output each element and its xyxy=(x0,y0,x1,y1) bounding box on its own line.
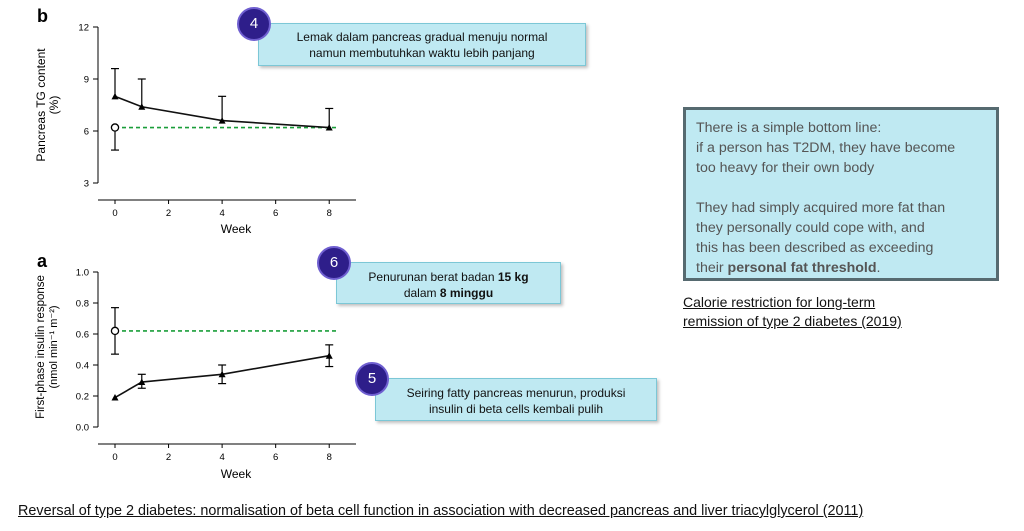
x-tick-label: 2 xyxy=(165,208,172,219)
callout-5-line1: Seiring fatty pancreas menurun, produksi xyxy=(406,386,626,400)
citation-2019-line2: remission of type 2 diabetes (2019) xyxy=(683,313,902,329)
y-axis-label: First-phase insulin response xyxy=(35,275,47,419)
x-tick-label: 2 xyxy=(165,452,172,463)
citation-2011: Reversal of type 2 diabetes: normalisation of beta cell function in association with decreased pancreas and liver triacylglycerol (2011) xyxy=(18,503,864,519)
quote-p1-line3: too heavy for their own body xyxy=(696,160,875,176)
y-tick-label: 0.0 xyxy=(75,422,89,434)
quote-paragraph-1 xyxy=(696,118,986,178)
x-tick-label: 6 xyxy=(273,452,279,463)
badge-4: 4 xyxy=(237,7,271,41)
baseline-marker xyxy=(111,124,118,131)
quote-paragraph-2: They had simply acquired more fat than they personally could cope with, and this has been described as exceeding their personal fat threshold. xyxy=(696,200,946,276)
quote-p1-line1: There is a simple bottom line: xyxy=(696,120,882,136)
x-tick-label: 6 xyxy=(273,208,279,219)
y-axis-unit: (%) xyxy=(47,95,61,115)
panel-letter-b: b xyxy=(37,6,48,26)
x-tick-label: 8 xyxy=(326,452,332,463)
callout-5 xyxy=(375,378,657,421)
quote-p2-line1: They had simply acquired more fat than xyxy=(696,200,946,216)
callout-6-line1: Penurunan berat badan 15 kg xyxy=(368,270,529,284)
y-tick-label: 0.8 xyxy=(75,298,89,310)
quote-box xyxy=(683,107,999,281)
y-tick-label: 9 xyxy=(83,74,89,86)
quote-p1-line2: if a person has T2DM, they have become xyxy=(696,140,956,156)
personal-fat-threshold: personal fat threshold xyxy=(727,260,877,276)
data-point-marker xyxy=(112,93,119,100)
y-tick-label: 0.6 xyxy=(75,329,89,341)
baseline-marker xyxy=(111,327,118,334)
x-axis-label: Week xyxy=(220,222,252,236)
quote-p2-line2: they personally could cope with, and xyxy=(696,220,925,236)
callout-5-line2: insulin di beta cells kembali pulih xyxy=(428,402,604,416)
chart-a xyxy=(0,245,370,485)
y-tick-label: 12 xyxy=(78,22,89,34)
x-tick-label: 0 xyxy=(112,208,118,219)
callout-4 xyxy=(258,23,586,66)
x-tick-label: 8 xyxy=(326,208,332,219)
y-tick-label: 0.2 xyxy=(75,391,89,403)
data-point-marker xyxy=(112,394,119,401)
callout-6 xyxy=(336,262,561,304)
y-axis-unit: (nmol min⁻¹ m⁻²) xyxy=(48,305,60,389)
badge-5: 5 xyxy=(355,362,389,396)
x-tick-label: 4 xyxy=(219,208,225,219)
x-axis-label: Week xyxy=(220,467,252,481)
y-tick-label: 3 xyxy=(83,178,89,190)
panel-letter-a: a xyxy=(37,251,48,271)
y-axis-label: Pancreas TG content xyxy=(34,48,48,162)
x-tick-label: 0 xyxy=(112,452,118,463)
y-tick-label: 0.4 xyxy=(75,360,89,372)
y-tick-label: 6 xyxy=(83,126,89,138)
citation-2019 xyxy=(683,293,902,331)
callout-4-line2: namun membutuhkan waktu lebih panjang xyxy=(309,46,535,60)
x-tick-label: 4 xyxy=(219,452,225,463)
quote-p2-line3: this has been described as exceeding xyxy=(696,240,934,256)
callout-4-line1: Lemak dalam pancreas gradual menuju normal xyxy=(296,30,548,44)
badge-6: 6 xyxy=(317,246,351,280)
y-tick-label: 1.0 xyxy=(75,267,89,279)
callout-6-line2: dalam 8 minggu xyxy=(403,286,494,300)
citation-2019-line1: Calorie restriction for long-term xyxy=(683,294,876,310)
